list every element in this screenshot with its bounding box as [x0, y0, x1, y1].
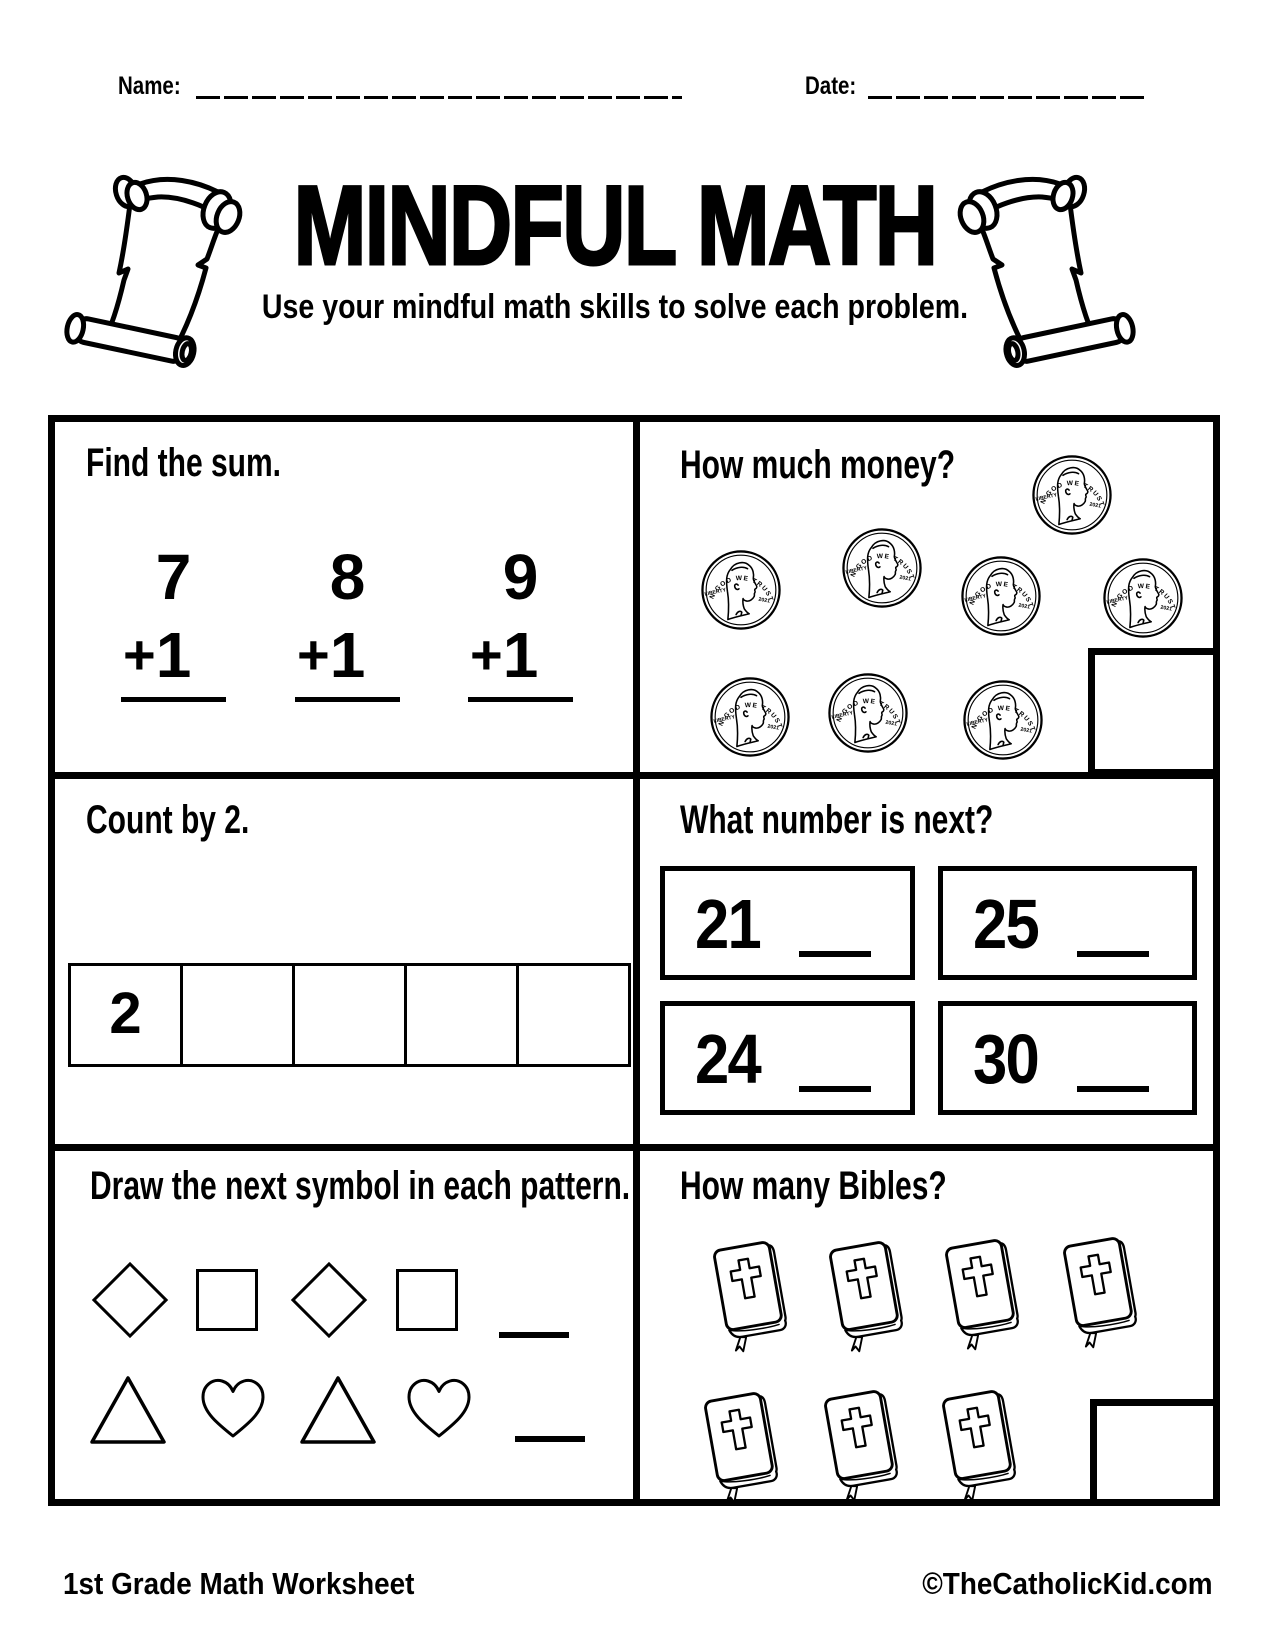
name-label: Name: [118, 72, 181, 100]
pattern-answer-blank[interactable] [499, 1332, 569, 1338]
grid-row-divider [55, 1144, 1213, 1151]
count-box[interactable] [516, 963, 631, 1067]
addend-bottom: 1 [502, 619, 539, 691]
next-number-box [660, 866, 915, 980]
find-sum-title: Find the sum. [86, 441, 281, 485]
addend-top: 7 [155, 541, 192, 613]
bible-icon [931, 1386, 1027, 1498]
bible-icon [818, 1237, 914, 1349]
next-number-box [938, 866, 1197, 980]
grid-row-divider [55, 772, 1213, 779]
footer-worksheet-label: 1st Grade Math Worksheet [63, 1566, 415, 1601]
date-label: Date: [805, 72, 857, 100]
penny-coin-icon [1031, 454, 1113, 536]
square-shape [396, 1269, 458, 1331]
grid-vertical-divider [633, 422, 640, 1499]
penny-coin-icon [962, 679, 1044, 761]
bible-icon [813, 1386, 909, 1498]
triangle-shape [89, 1375, 167, 1445]
next-number-box [660, 1001, 915, 1115]
addend-top: 9 [502, 541, 539, 613]
next-number-title: What number is next? [680, 798, 994, 842]
penny-coin-icon [960, 555, 1042, 637]
page-title: MINDFUL MATH [293, 163, 937, 288]
count-box[interactable] [404, 963, 519, 1067]
bibles-title: How many Bibles? [680, 1164, 947, 1208]
bible-icon [702, 1237, 798, 1349]
heart-shape [196, 1375, 270, 1441]
pattern-title: Draw the next symbol in each pattern. [90, 1164, 631, 1208]
triangle-shape [299, 1375, 377, 1445]
bible-icon [693, 1388, 789, 1500]
next-number-answer-blank[interactable] [799, 1086, 871, 1092]
plus-sign: + [297, 623, 330, 686]
penny-coin-icon [827, 672, 909, 754]
next-number-answer-blank[interactable] [799, 951, 871, 957]
next-number-value: 21 [695, 885, 761, 963]
addition-problem [295, 541, 400, 702]
addend-bottom: 1 [155, 619, 192, 691]
addend-bottom: 1 [329, 619, 366, 691]
next-number-answer-blank[interactable] [1077, 951, 1149, 957]
next-number-value: 25 [973, 885, 1039, 963]
money-title: How much money? [680, 443, 956, 487]
penny-coin-icon [1102, 557, 1184, 639]
penny-coin-icon [700, 549, 782, 631]
square-shape [196, 1269, 258, 1331]
plus-sign: + [123, 623, 156, 686]
addition-problem [468, 541, 573, 702]
count-box[interactable] [292, 963, 407, 1067]
next-number-answer-blank[interactable] [1077, 1086, 1149, 1092]
next-number-value: 24 [695, 1020, 761, 1098]
next-number-box [938, 1001, 1197, 1115]
penny-coin-icon [841, 527, 923, 609]
page-subtitle: Use your mindful math skills to solve each problem. [261, 288, 969, 326]
sum-answer-line[interactable] [295, 697, 400, 702]
footer-source-label: ©TheCatholicKid.com [922, 1566, 1213, 1601]
count-box[interactable] [180, 963, 295, 1067]
penny-coin-icon [709, 676, 791, 758]
bible-icon [934, 1235, 1030, 1347]
date-input-line[interactable] [868, 96, 1148, 99]
pattern-answer-blank[interactable] [515, 1436, 585, 1442]
money-answer-box[interactable] [1088, 648, 1220, 776]
addition-problem [121, 541, 226, 702]
bibles-answer-box[interactable] [1090, 1399, 1220, 1506]
next-number-value: 30 [973, 1020, 1039, 1098]
bible-icon [1052, 1233, 1148, 1345]
sum-answer-line[interactable] [121, 697, 226, 702]
plus-sign: + [470, 623, 503, 686]
count-box: 2 [68, 963, 183, 1067]
count-by-2-title: Count by 2. [86, 798, 250, 842]
heart-shape [402, 1375, 476, 1441]
name-input-line[interactable] [196, 96, 682, 99]
sum-answer-line[interactable] [468, 697, 573, 702]
addend-top: 8 [329, 541, 366, 613]
